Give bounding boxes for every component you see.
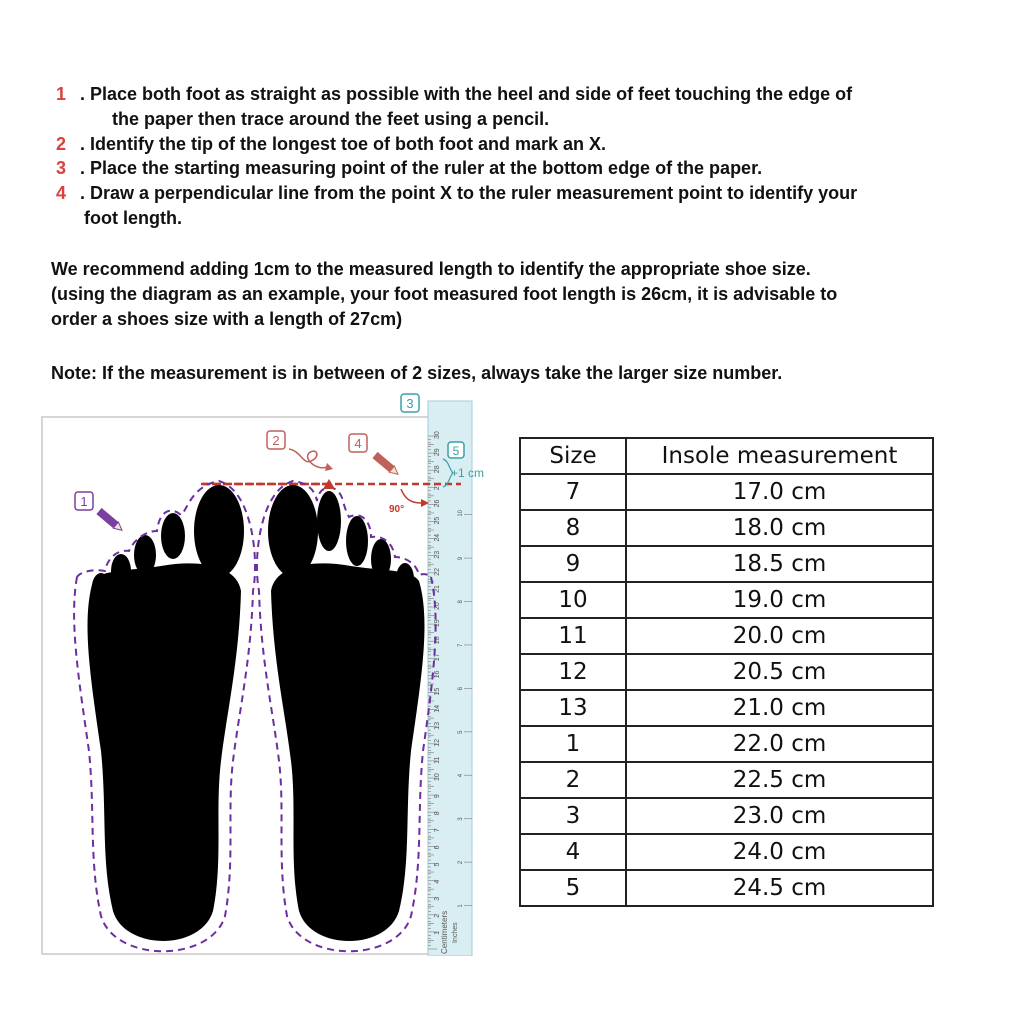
- right-toe-4: [371, 539, 391, 579]
- right-toe-5: [396, 563, 414, 595]
- ruler-cm-label: 13: [434, 721, 441, 730]
- badge-label: 5: [452, 444, 460, 458]
- ruler-cm-label: 27: [434, 482, 441, 491]
- insole-cell: 20.0 cm: [626, 618, 933, 654]
- table-row: [520, 762, 933, 798]
- plus-one-label: +1 cm: [451, 466, 485, 480]
- insole-cell: 23.0 cm: [626, 798, 933, 834]
- ruler-cm-label: 4: [434, 879, 441, 884]
- table-row: [520, 798, 933, 834]
- insole-cell: 19.0 cm: [626, 582, 933, 618]
- table-row: [520, 474, 933, 510]
- size-cell: 12: [520, 654, 626, 690]
- insole-cell: 20.5 cm: [626, 654, 933, 690]
- ruler-cm-label: 12: [434, 739, 441, 747]
- size-cell: 13: [520, 690, 626, 726]
- step-1: [56, 82, 996, 132]
- size-chart-table: [519, 437, 934, 907]
- ruler-cm-label: 25: [434, 516, 441, 525]
- insole-cell: 22.0 cm: [626, 726, 933, 762]
- size-cell: 2: [520, 762, 626, 798]
- right-toe-2: [317, 491, 341, 551]
- ruler-inch-label: 6: [458, 687, 464, 691]
- step-number: 4: [56, 183, 67, 204]
- table-row: [520, 618, 933, 654]
- ruler-inch-label: 9: [458, 556, 464, 561]
- left-toe-4: [111, 554, 131, 588]
- badge-label: 4: [354, 436, 362, 451]
- step-text: . Place the starting measuring point of the ruler at the bottom edge of the paper.: [80, 158, 763, 179]
- ruler-cm-label: 16: [434, 670, 441, 679]
- ruler-inch-label: 2: [458, 860, 464, 865]
- table-row: [520, 870, 933, 906]
- table-row: [520, 582, 933, 618]
- insole-cell: 17.0 cm: [626, 474, 933, 510]
- size-cell: 9: [520, 546, 626, 582]
- table-body: [520, 474, 933, 906]
- left-big-toe: [194, 485, 244, 577]
- ruler-cm-label: 24: [434, 533, 441, 542]
- recommendation-line: order a shoes size with a length of 27cm): [51, 309, 403, 329]
- ruler-cm-label: 19: [434, 619, 441, 628]
- right-big-toe: [268, 485, 318, 577]
- step-badge-3: [401, 394, 419, 412]
- ruler-cm-label: 17: [434, 653, 441, 662]
- ruler-cm-label: 28: [434, 465, 441, 474]
- insole-cell: 18.5 cm: [626, 546, 933, 582]
- ruler-inch-label: 8: [458, 600, 464, 604]
- table-row: [520, 546, 933, 582]
- insole-cell: 22.5 cm: [626, 762, 933, 798]
- recommendation-paragraph: [51, 257, 991, 332]
- ruler-cm-label: 8: [434, 811, 441, 816]
- step-badge-1: [75, 492, 93, 510]
- ruler-cm-label: 5: [434, 862, 441, 867]
- recommendation-line: We recommend adding 1cm to the measured length to identify the appropriate shoe size.: [51, 259, 811, 279]
- step-2: [56, 132, 996, 157]
- left-toe-2: [161, 513, 185, 559]
- ruler-cm-label: 22: [434, 568, 441, 576]
- step-number: 3: [56, 158, 67, 179]
- ruler-cm-label: 23: [434, 550, 441, 559]
- left-toe-5: [92, 573, 110, 601]
- ruler-cm-unit-label: Centimeters: [440, 910, 449, 954]
- insole-cell: 24.0 cm: [626, 834, 933, 870]
- ruler-cm-label: 11: [434, 756, 441, 764]
- insole-cell: 21.0 cm: [626, 690, 933, 726]
- table-header-row: [520, 438, 933, 474]
- step-badge-5: [448, 442, 464, 458]
- ruler-in-unit-label: Inches: [452, 922, 459, 943]
- left-toe-3: [134, 535, 156, 575]
- ruler-cm-label: 26: [434, 499, 441, 508]
- step-text: . Draw a perpendicular line from the point X to the ruler measurement point to identify your: [80, 183, 858, 204]
- insole-cell: 18.0 cm: [626, 510, 933, 546]
- right-toe-3: [346, 516, 368, 566]
- ruler-cm-label: 29: [434, 448, 441, 457]
- step-text: . Identify the tip of the longest toe of both foot and mark an X.: [80, 133, 606, 154]
- ruler-inch-label: 5: [458, 730, 464, 734]
- column-header-size: Size: [520, 438, 626, 474]
- ruler-cm-label: 9: [434, 794, 441, 799]
- foot-tracing-diagram: [41, 391, 491, 956]
- ruler-cm-label: 3: [434, 896, 441, 901]
- badge-label: 2: [272, 433, 280, 448]
- step-3: [56, 156, 996, 181]
- table-row: [520, 726, 933, 762]
- badge-label: 1: [80, 494, 88, 509]
- step-number: 1: [56, 84, 67, 104]
- table-row: [520, 654, 933, 690]
- recommendation-line: (using the diagram as an example, your foot measured foot length is 26cm, it is advisable to: [51, 284, 838, 304]
- insole-cell: 24.5 cm: [626, 870, 933, 906]
- ruler-cm-label: 6: [434, 845, 441, 850]
- ruler-cm-label: 14: [434, 704, 441, 713]
- ruler-cm-label: 21: [434, 585, 441, 593]
- ruler-inch-label: 4: [458, 773, 464, 778]
- angle-label: 90°: [389, 504, 405, 515]
- step-number: 2: [56, 133, 67, 154]
- table-row: [520, 510, 933, 546]
- step-text-continued: foot length.: [84, 207, 182, 228]
- table-row: [520, 834, 933, 870]
- step-badge-4: [349, 434, 367, 452]
- badge-label: 3: [406, 396, 414, 411]
- ruler-inch-label: 1: [458, 904, 464, 908]
- ruler-inch-label: 7: [458, 643, 464, 647]
- size-cell: 10: [520, 582, 626, 618]
- step-text-continued: the paper then trace around the feet using a pencil.: [112, 108, 550, 129]
- ruler-cm-label: 20: [434, 602, 441, 610]
- size-cell: 5: [520, 870, 626, 906]
- ruler-cm-label: 10: [434, 773, 441, 781]
- ruler-cm-label: 18: [434, 636, 441, 645]
- note-text: Note: If the measurement is in between of 2 sizes, always take the larger size number.: [51, 363, 783, 383]
- ruler-cm-label: 7: [434, 828, 441, 833]
- ruler-inch-label: 10: [458, 509, 464, 517]
- ruler-cm-label: 15: [434, 687, 441, 696]
- step-badge-2: [267, 431, 285, 449]
- size-cell: 7: [520, 474, 626, 510]
- ruler-cm-label: 30: [434, 431, 441, 439]
- size-cell: 4: [520, 834, 626, 870]
- instruction-steps: [56, 82, 996, 231]
- column-header-insole: Insole measurement: [626, 438, 933, 474]
- step-text: . Place both foot as straight as possible with the heel and side of feet touching the edge of: [80, 84, 853, 104]
- size-cell: 3: [520, 798, 626, 834]
- table-row: [520, 690, 933, 726]
- ruler-cm-label: 2: [434, 913, 441, 918]
- ruler-cm-label: 1: [434, 930, 441, 935]
- size-cell: 11: [520, 618, 626, 654]
- size-cell: 1: [520, 726, 626, 762]
- size-cell: 8: [520, 510, 626, 546]
- ruler-inch-label: 3: [458, 817, 464, 821]
- step-4: [56, 181, 996, 231]
